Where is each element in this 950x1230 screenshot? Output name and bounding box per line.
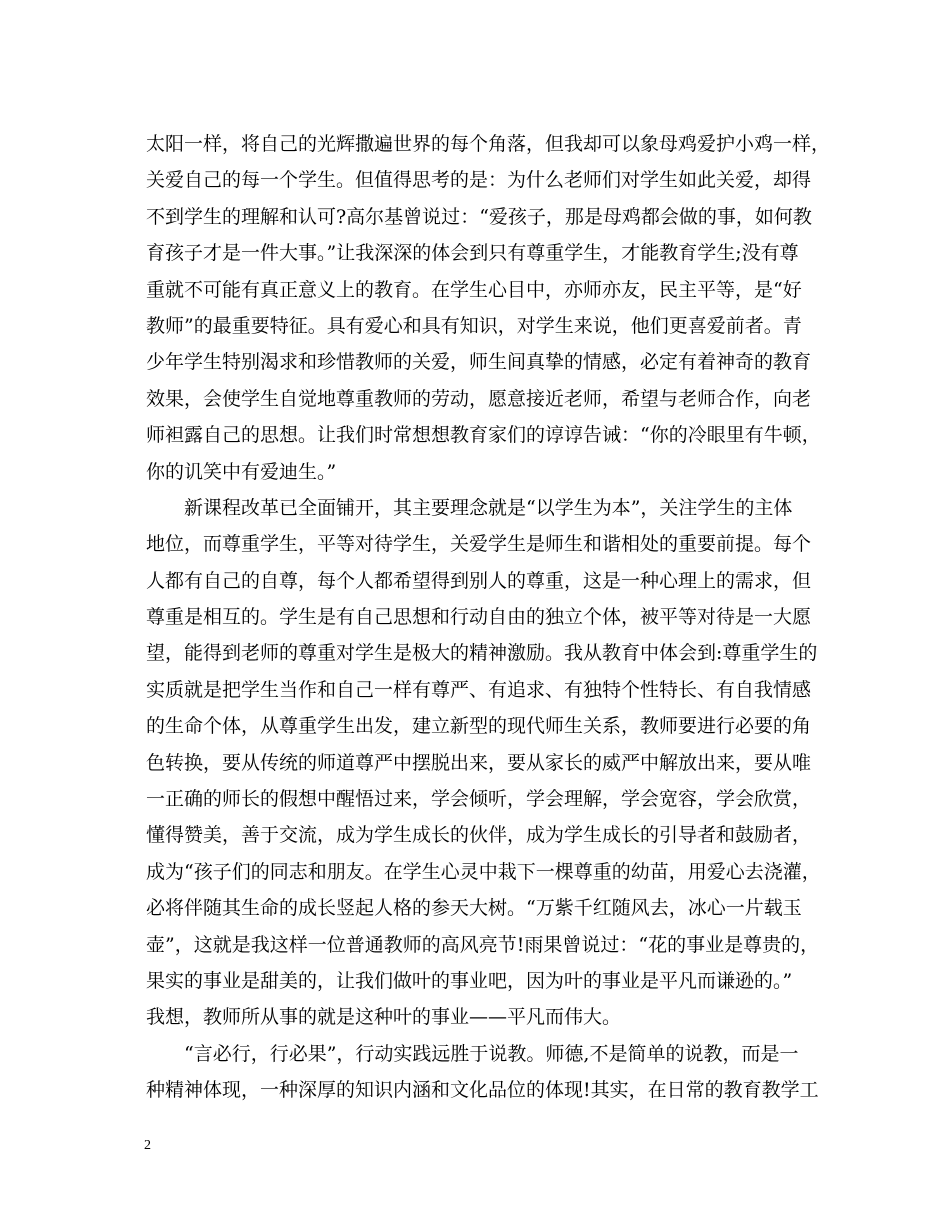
text-line: 新课程改革已全面铺开，其主要理念就是“以学生为本”，关注学生的主体 [184,496,793,519]
text-line: 少年学生特别渴求和珍惜教师的关爱，师生间真挚的情感，必定有着神奇的教育 [146,351,812,374]
text-line: 成为“孩子们的同志和朋友。在学生心灵中栽下一棵尊重的幼苗，用爱心去浇灌， [146,860,821,883]
text-line: 尊重是相互的。学生是有自己思想和行动自由的独立个体，被平等对待是一大愿 [146,606,812,629]
text-line: 师袒露自己的思想。让我们时常想想教育家们的谆谆告诫：“你的冷眼里有牛顿， [146,424,821,447]
page-number: 2 [144,1138,151,1153]
text-line: 关爱自己的每一个学生。但值得思考的是：为什么老师们对学生如此关爱，却得 [146,169,812,192]
text-line: 色转换，要从传统的师道尊严中摆脱出来，要从家长的威严中解放出来，要从唯 [146,751,812,774]
text-line: 必将伴随其生命的成长竖起人格的参天大树。“万紫千红随风去，冰心一片载玉 [146,897,802,920]
text-line: 教师”的最重要特征。具有爱心和具有知识，对学生来说，他们更喜爱前者。青 [146,314,802,337]
text-line: 懂得赞美，善于交流，成为学生成长的伙伴，成为学生成长的引导者和鼓励者， [146,824,812,847]
text-line: 的生命个体，从尊重学生出发，建立新型的现代师生关系，教师要进行必要的角 [146,715,812,738]
text-line: 果实的事业是甜美的，让我们做叶的事业吧，因为叶的事业是平凡而谦逊的。” [146,969,793,992]
text-line: 望，能得到老师的尊重对学生是极大的精神激励。我从教育中体会到:尊重学生的 [146,642,818,665]
text-line: 地位，而尊重学生，平等对待学生，关爱学生是师生和谐相处的重要前提。每个 [146,533,812,556]
text-line: “言必行，行必果”，行动实践远胜于说教。师德,不是简单的说教，而是一 [184,1042,799,1065]
text-line: 不到学生的理解和认可?高尔基曾说过：“爱孩子，那是母鸡都会做的事，如何教 [146,205,812,228]
body-text [146,126,831,1109]
text-line: 我想，教师所从事的就是这种叶的事业——平凡而伟大。 [146,1006,622,1029]
text-line: 一正确的师长的假想中醒悟过来，学会倾听，学会理解，学会宽容，学会欣赏， [146,788,812,811]
text-line: 效果，会使学生自觉地尊重教师的劳动，愿意接近老师，希望与老师合作，向老 [146,387,812,410]
text-line: 人都有自己的自尊，每个人都希望得到别人的尊重，这是一种心理上的需求，但 [146,569,812,592]
text-line: 种精神体现，一种深厚的知识内涵和文化品位的体现!其实，在日常的教育教学工 [146,1079,819,1102]
text-line: 实质就是把学生当作和自己一样有尊严、有追求、有独特个性特长、有自我情感 [146,678,812,701]
text-line: 太阳一样，将自己的光辉撒遍世界的每个角落，但我却可以象母鸡爱护小鸡一样， [146,133,831,155]
text-line: 壶”，这就是我这样一位普通教师的高风亮节!雨果曾说过：“花的事业是尊贵的， [146,933,820,956]
text-line: 你的讥笑中有爱迪生。” [146,460,337,483]
text-line: 育孩子才是一件大事。”让我深深的体会到只有尊重学生，才能教育学生;没有尊 [146,242,799,265]
text-line: 重就不可能有真正意义上的教育。在学生心目中，亦师亦友，民主平等，是“好 [146,278,802,301]
